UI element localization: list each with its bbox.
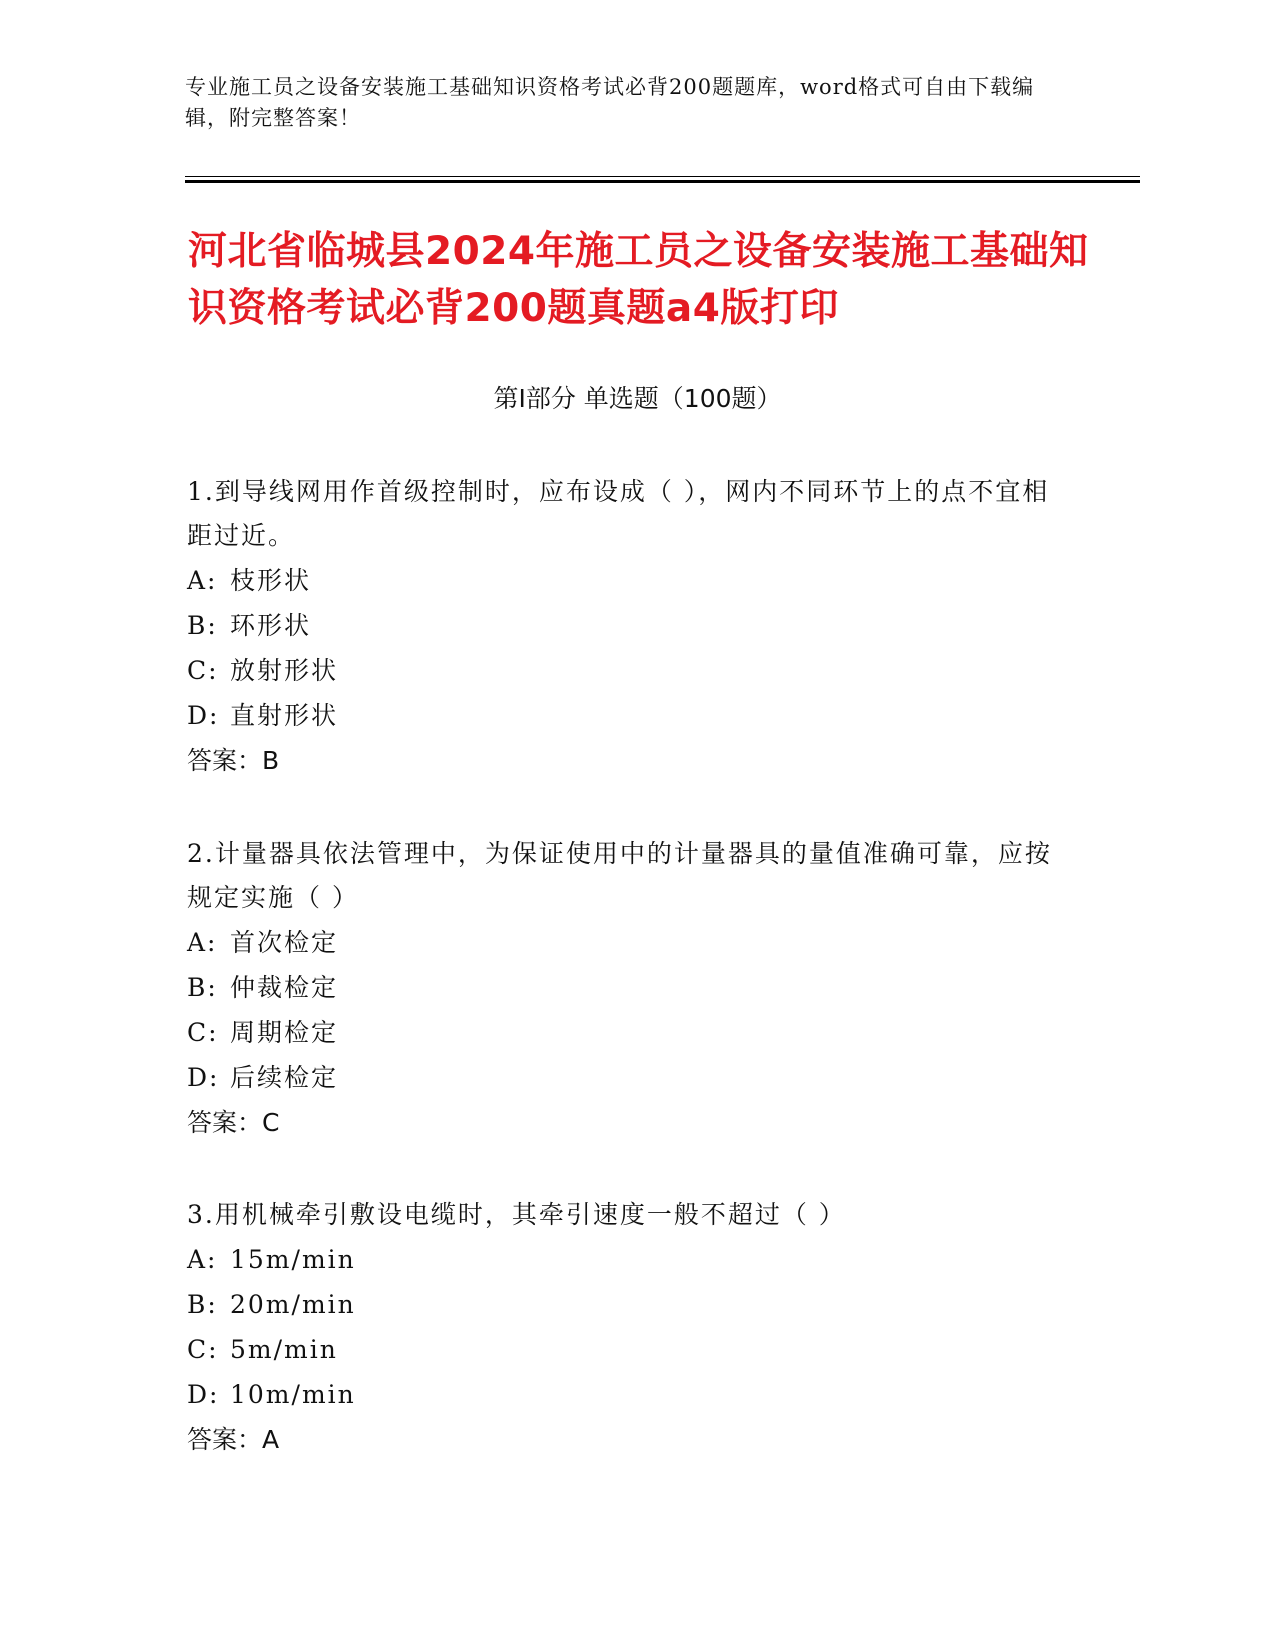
- question-stem: 1.到导线网用作首级控制时，应布设成（ ），网内不同环节上的点不宜相距过近。: [187, 477, 1050, 550]
- option-b: [187, 965, 1067, 1010]
- option-label: D:: [187, 1380, 220, 1409]
- option-label: A:: [187, 928, 218, 957]
- option-a: [187, 1237, 1067, 1282]
- option-label: A:: [187, 566, 218, 595]
- option-text: 5m/min: [230, 1335, 338, 1364]
- option-label: C:: [187, 1018, 219, 1047]
- question-stem: 2.计量器具依法管理中，为保证使用中的计量器具的量值准确可靠，应按规定实施（ ）: [187, 839, 1052, 912]
- option-d: [187, 693, 1067, 738]
- option-text: 10m/min: [230, 1380, 356, 1409]
- question-3: [187, 1193, 1067, 1462]
- question-1: [187, 470, 1067, 783]
- option-a: [187, 558, 1067, 603]
- option-d: [187, 1372, 1067, 1417]
- option-text: 枝形状: [230, 566, 312, 595]
- option-b: [187, 1282, 1067, 1327]
- option-text: 仲裁检定: [230, 973, 339, 1002]
- option-label: D:: [187, 701, 220, 730]
- document-title: 河北省临城县2024年施工员之设备安装施工基础知识资格考试必背200题真题a4版打印: [188, 229, 1089, 331]
- option-label: D:: [187, 1063, 220, 1092]
- option-b: [187, 603, 1067, 648]
- option-c: [187, 1010, 1067, 1055]
- option-a: [187, 920, 1067, 965]
- option-d: [187, 1055, 1067, 1100]
- option-text: 环形状: [230, 611, 312, 640]
- option-text: 直射形状: [230, 701, 339, 730]
- option-text: 20m/min: [230, 1290, 356, 1319]
- option-label: C:: [187, 1335, 219, 1364]
- question-stem: 3.用机械牵引敷设电缆时，其牵引速度一般不超过（ ）: [187, 1200, 846, 1229]
- answer: 答案：B: [187, 746, 280, 775]
- option-label: A:: [187, 1245, 218, 1274]
- document-intro: 专业施工员之设备安装施工基础知识资格考试必背200题题库，word格式可自由下载编辑，附完整答案！: [185, 75, 1035, 130]
- option-c: [187, 648, 1067, 693]
- option-label: B:: [187, 611, 218, 640]
- answer: 答案：C: [187, 1108, 280, 1137]
- section-heading: 第Ⅰ部分 单选题（100题）: [493, 384, 782, 413]
- option-text: 15m/min: [230, 1245, 356, 1274]
- option-text: 周期检定: [230, 1018, 339, 1047]
- header-divider-thin: [185, 176, 1140, 177]
- option-label: B:: [187, 973, 218, 1002]
- option-text: 首次检定: [230, 928, 339, 957]
- option-text: 放射形状: [230, 656, 339, 685]
- option-label: C:: [187, 656, 219, 685]
- answer: 答案：A: [187, 1425, 280, 1454]
- question-2: [187, 832, 1067, 1145]
- option-label: B:: [187, 1290, 218, 1319]
- option-c: [187, 1327, 1067, 1372]
- option-text: 后续检定: [230, 1063, 339, 1092]
- header-divider-thick: [185, 180, 1140, 183]
